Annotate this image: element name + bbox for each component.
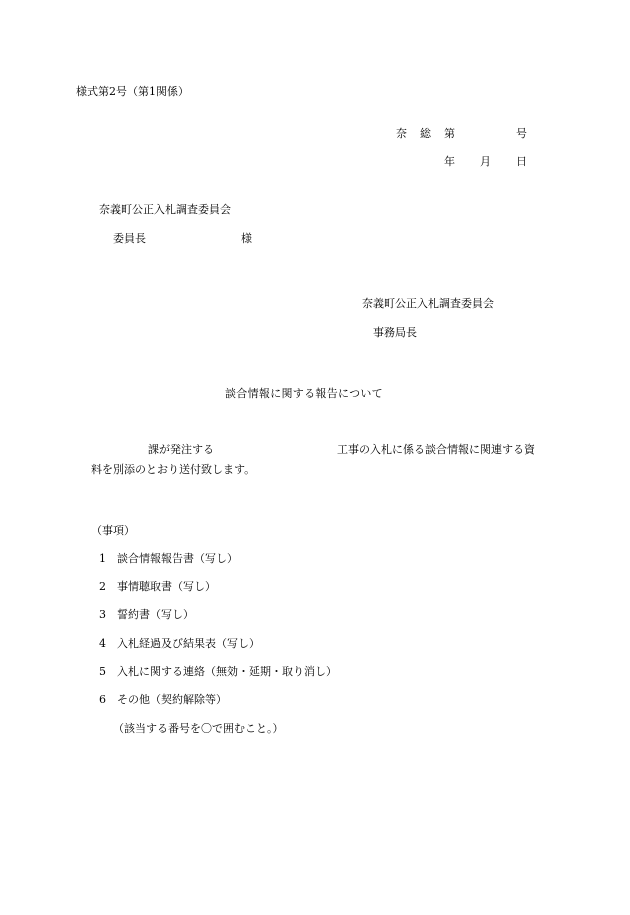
item-number: 4	[99, 637, 106, 650]
doc-number-suffix: 号	[516, 127, 527, 140]
list-item	[99, 693, 227, 707]
date-month: 月	[480, 155, 491, 168]
item-text: その他（契約解除等）	[117, 693, 227, 706]
item-number: 1	[99, 552, 106, 565]
list-item	[99, 608, 194, 622]
sender-title: 事務局長	[373, 326, 417, 339]
item-number: 3	[99, 608, 106, 621]
items-heading: （事項）	[91, 524, 135, 537]
recipient-title: 委員長	[113, 232, 146, 245]
list-item	[99, 637, 260, 651]
sender-organization: 奈義町公正入札調査委員会	[362, 297, 494, 310]
doc-number-prefix-1: 奈	[396, 127, 407, 140]
doc-number-prefix-2: 総	[420, 127, 431, 140]
item-number: 2	[99, 580, 106, 593]
item-text: 入札に関する連絡（無効・延期・取り消し）	[117, 665, 337, 678]
list-item	[99, 665, 337, 679]
recipient-organization: 奈義町公正入札調査委員会	[99, 203, 231, 216]
form-number: 様式第2号（第1関係）	[76, 85, 189, 98]
list-item	[99, 580, 216, 594]
item-text: 事情聴取書（写し）	[117, 580, 216, 593]
item-text: 談合情報報告書（写し）	[117, 552, 238, 565]
body-part-1: 課が発注する	[148, 443, 214, 456]
date-year: 年	[444, 155, 455, 168]
recipient-honorific: 様	[241, 232, 252, 245]
item-text: 誓約書（写し）	[117, 608, 194, 621]
body-line-1	[148, 443, 535, 457]
recipient-line	[113, 232, 252, 246]
document-subject: 談合情報に関する報告について	[225, 387, 383, 400]
doc-number-prefix-3: 第	[444, 127, 455, 140]
body-part-2: 工事の入札に係る談合情報に関連する資	[337, 443, 535, 456]
date-day: 日	[516, 155, 527, 168]
item-text: 入札経過及び結果表（写し）	[117, 637, 260, 650]
list-item	[99, 552, 238, 566]
item-number: 6	[99, 693, 106, 706]
body-line-2: 料を別添のとおり送付致します。	[91, 463, 256, 476]
item-number: 5	[99, 665, 106, 678]
instruction-note: （該当する番号を〇で囲むこと。）	[113, 722, 284, 735]
